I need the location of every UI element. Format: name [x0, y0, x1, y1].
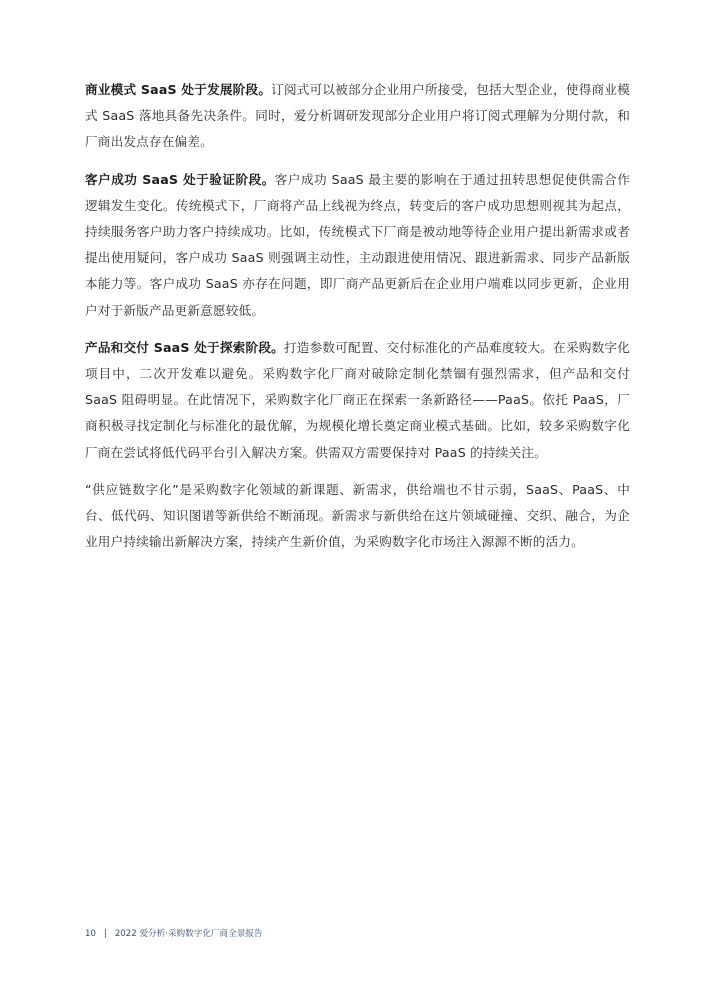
footer-separator: |	[103, 929, 107, 939]
paragraph-business-model	[85, 77, 630, 156]
paragraph-supply-chain	[85, 477, 630, 556]
body-content	[85, 77, 630, 566]
paragraph-customer-success	[85, 167, 630, 324]
paragraph-text: “供应链数字化”是采购数字化领域的新课题、新需求，供给端也不甘示弱，SaaS、PaaS、中台、低代码、知识图谱等新供给不断涌现。新需求与新供给在这片领域碰撞、交织、融合，为企业用户持续输出新解决方案，持续产生新价值，为采购数字化市场注入源源不断的活力。	[85, 481, 630, 550]
paragraph-text: 订阅式可以被部分企业用户所接受，包括大型企业，使得商业模式 SaaS 落地具备先决条件。同时，爱分析调研发现部分企业用户将订阅式理解为分期付款，和厂商出发点存在偏差。	[85, 82, 630, 150]
paragraph-heading: 产品和交付 SaaS 处于探索阶段。	[85, 339, 284, 355]
paragraph-product-delivery	[85, 335, 630, 466]
paragraph-text: 打造参数可配置、交付标准化的产品难度较大。在采购数字化项目中，二次开发难以避免。采购数字化厂商对破除定制化禁锢有强烈需求，但产品和交付 SaaS 阻碍明显。在此情况下，采购数字化厂商正在探索一条新路径——PaaS。依托 PaaS，厂商积极寻找定制化与标准化的最优解，为规模化增长奠定商业模式基础。比如，较多采购数字化厂商在尝试将低代码平台引入解决方案。供需双方需要保持对 PaaS 的持续关注。	[85, 339, 630, 460]
paragraph-heading: 商业模式 SaaS 处于发展阶段。	[85, 82, 272, 97]
page-number: 10	[85, 929, 96, 939]
paragraph-heading: 客户成功 SaaS 处于验证阶段。	[85, 171, 275, 187]
page-footer	[85, 927, 263, 939]
report-title: 2022 爱分析·采购数字化厂商全景报告	[114, 929, 263, 939]
paragraph-text: 客户成功 SaaS 最主要的影响在于通过扭转思想促使供需合作逻辑发生变化。传统模式下，厂商将产品上线视为终点，转变后的客户成功思想则视其为起点，持续服务客户助力客户持续成功。比如，传统模式下厂商是被动地等待企业用户提出新需求或者提出使用疑问，客户成功 SaaS 则强调主动性，主动跟进使用情况、跟进新需求、同步产品新版本能力等。客户成功 SaaS 亦存在问题，即厂商产品更新后在企业用户端难以同步更新，企业用户对于新版产品更新意愿较低。	[85, 171, 630, 318]
